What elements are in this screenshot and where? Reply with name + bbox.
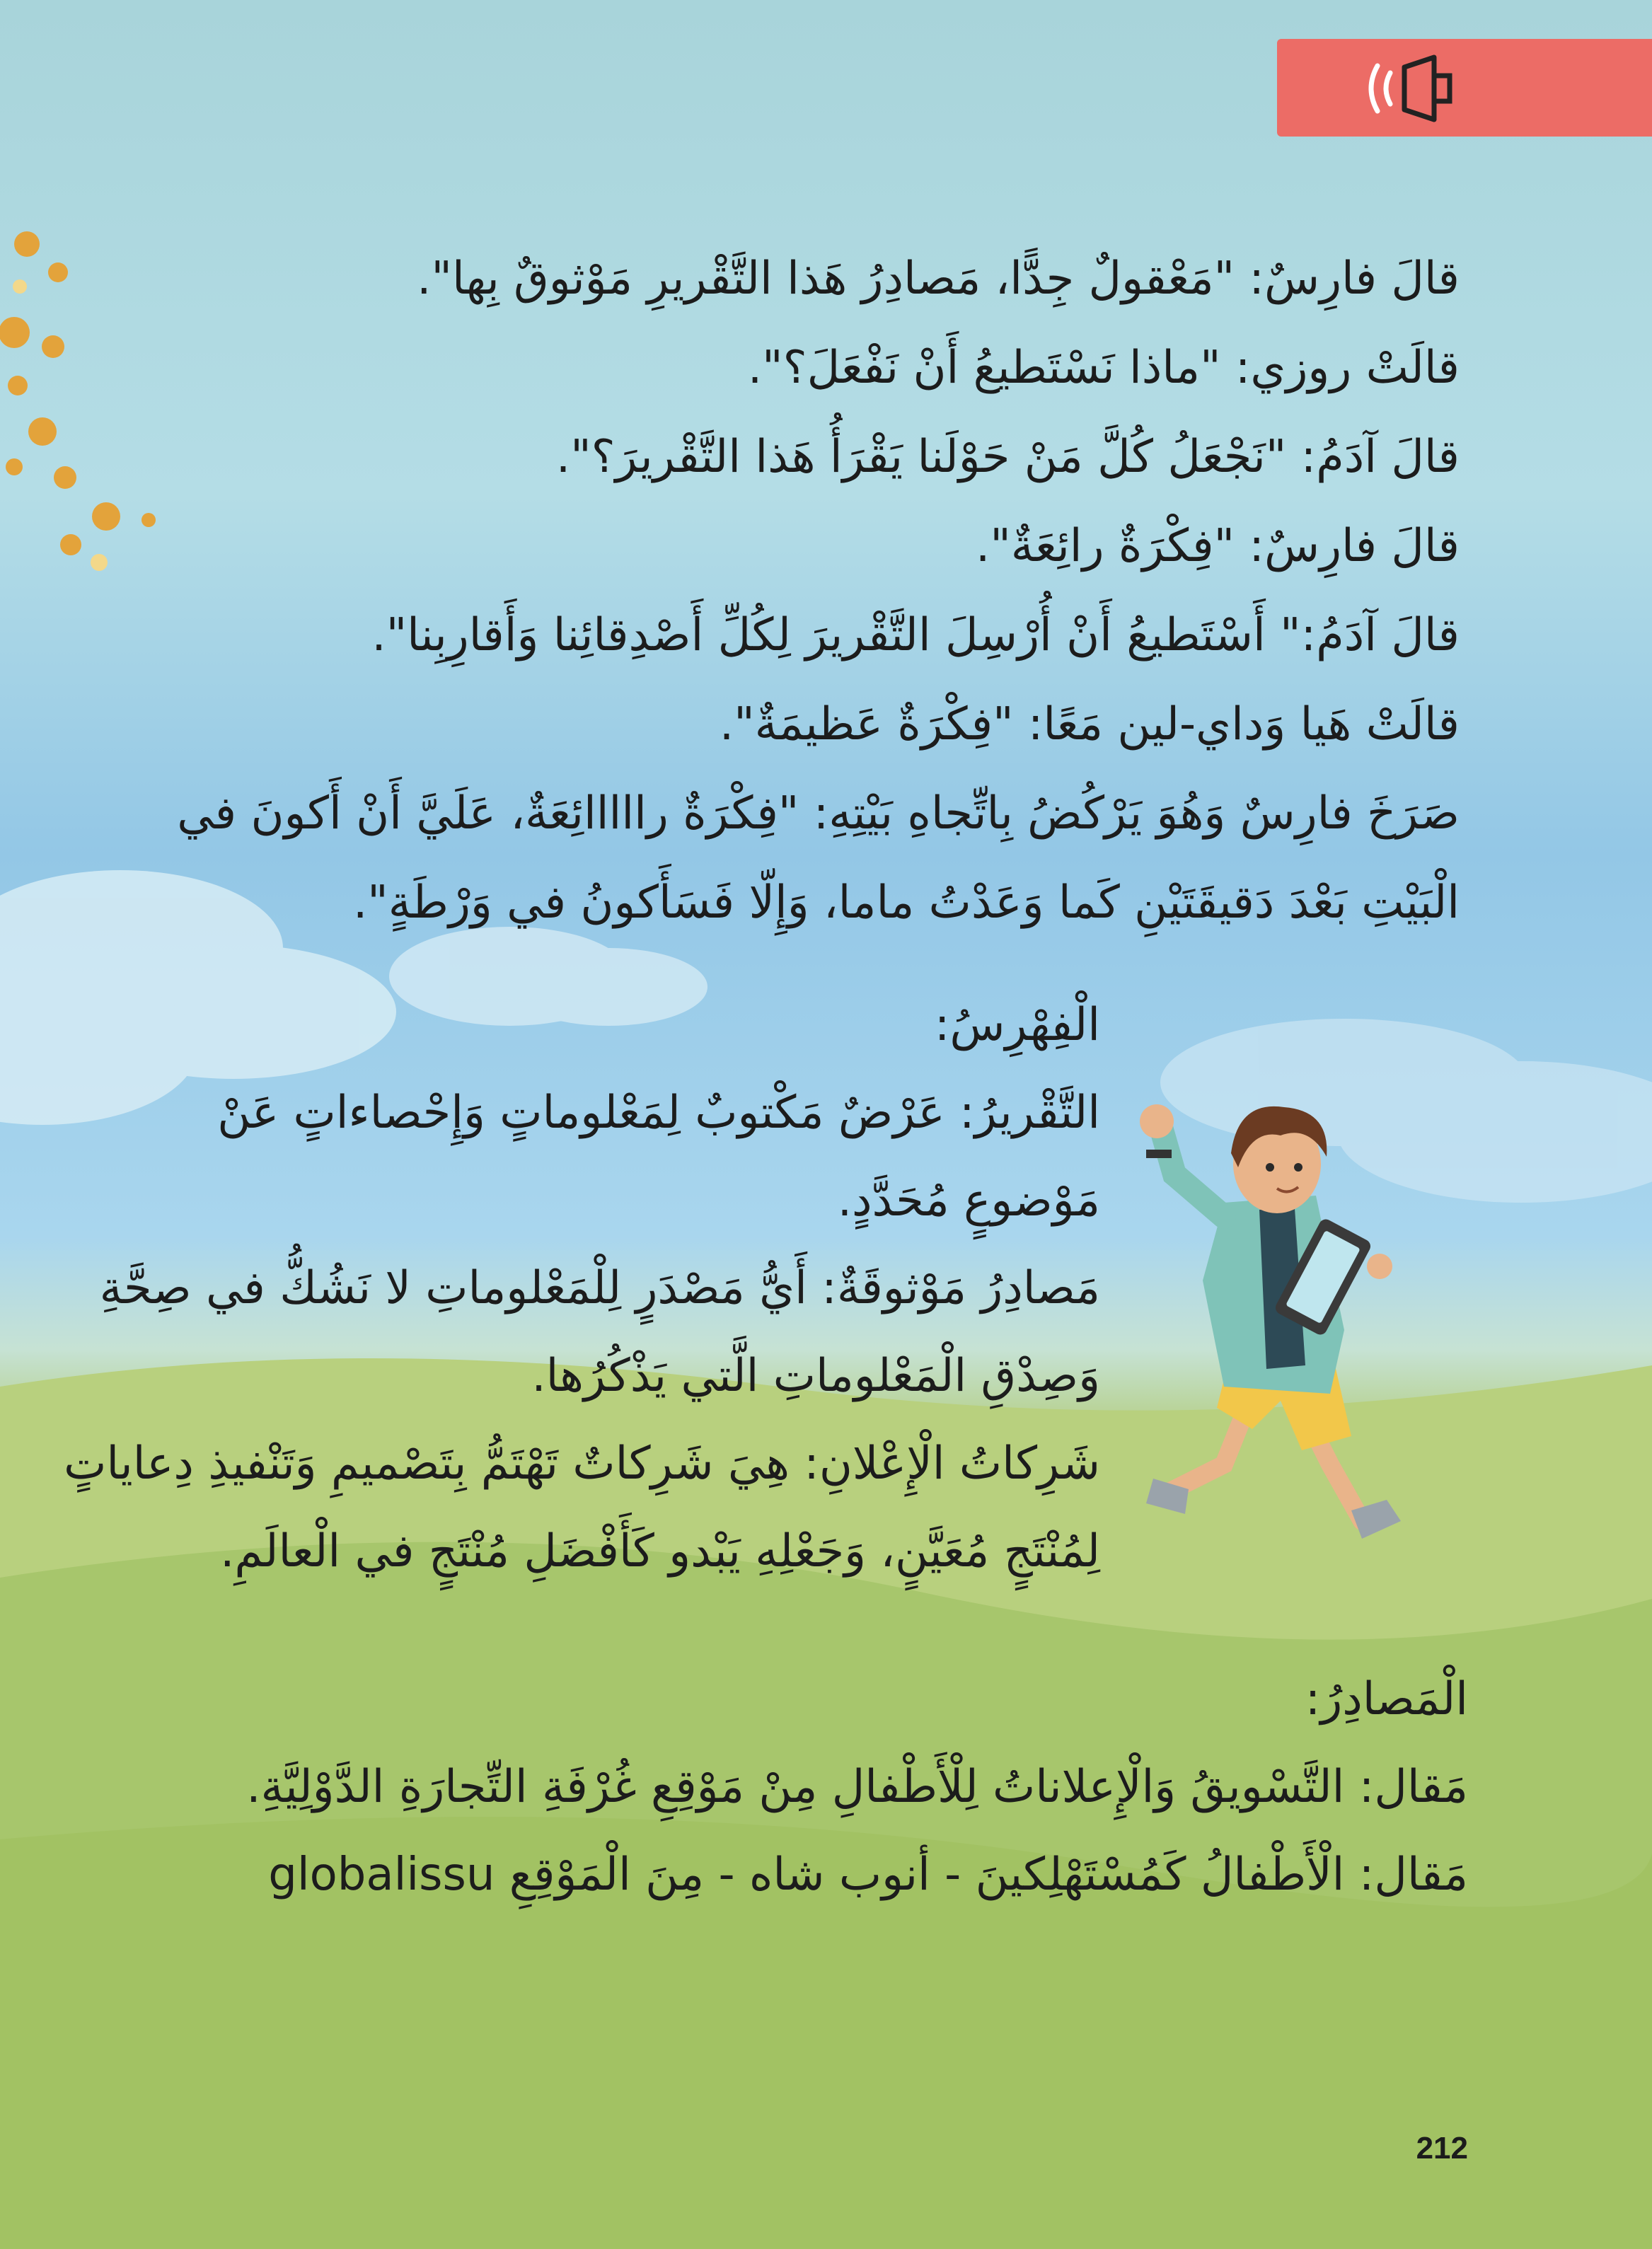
sources: [246, 1655, 1468, 1919]
glossary: [64, 981, 1100, 1595]
glossary-line: شَرِكاتُ الْإِعْلانِ: هِيَ شَرِكاتٌ تَهْتَمُّ بِتَصْميمِ وَتَنْفيذِ دِعاياتٍ: [64, 1438, 1100, 1490]
glossary-heading: الْفِهْرِسُ:: [934, 999, 1100, 1051]
story-line: قالَ فارِسٌ: "مَعْقولٌ جِدًّا، مَصادِرُ هَذا التَّقْريرِ مَوْثوقٌ بِها".: [417, 253, 1460, 305]
glossary-line: وَصِدْقِ الْمَعْلوماتِ الَّتي يَذْكُرُها.: [531, 1350, 1100, 1402]
sources-heading: الْمَصادِرُ:: [1305, 1673, 1468, 1725]
page-number: 212: [1416, 2131, 1468, 2166]
story-line: قالَتْ هَيا وَداي-لين مَعًا: "فِكْرَةٌ عَظيمَةٌ".: [719, 698, 1460, 751]
story-line: قالَ آدَمُ: "نَجْعَلُ كُلَّ مَنْ حَوْلَنا يَقْرَأُ هَذا التَّقْريرَ؟".: [555, 431, 1460, 483]
source-line: مَقال: الْأَطْفالُ كَمُسْتَهْلِكينَ - أنوب شاه - مِنَ الْمَوْقِعِ globalissu: [268, 1849, 1468, 1901]
glossary-line: مَصادِرُ مَوْثوقَةٌ: أَيُّ مَصْدَرٍ لِلْمَعْلوماتِ لا نَشُكُّ في صِحَّةِ: [99, 1262, 1100, 1314]
running-boy-illustration: [1118, 1097, 1443, 1563]
story-line: صَرَخَ فارِسٌ وَهُوَ يَرْكُضُ بِاتِّجاهِ بَيْتِهِ: "فِكْرَةٌ رااااائِعَةٌ، عَلَيَّ أَنْ أَكونَ في الْبَيْتِ بَعْدَ دَقيقَتَيْنِ كَما وَعَدْتُ ماما، وَإِلّا فَسَأَكونُ في وَرْطَةٍ".: [177, 787, 1460, 929]
story-line: قالَتْ روزي: "ماذا نَسْتَطيعُ أَنْ نَفْعَلَ؟".: [747, 342, 1460, 394]
audio-tab[interactable]: [1277, 39, 1652, 137]
story-line: قالَ فارِسٌ: "فِكْرَةٌ رائِعَةٌ".: [976, 520, 1460, 572]
glossary-line: لِمُنْتَجٍ مُعَيَّنٍ، وَجَعْلِهِ يَبْدو كَأَفْضَلِ مُنْتَجٍ في الْعالَمِ.: [220, 1525, 1100, 1578]
glossary-line: التَّقْريرُ: عَرْضٌ مَكْتوبٌ لِمَعْلوماتٍ وَإِحْصاءاتٍ عَنْ: [217, 1087, 1100, 1139]
glossary-line: مَوْضوعٍ مُحَدَّدٍ.: [837, 1174, 1100, 1227]
story-text: [80, 234, 1460, 947]
source-line: مَقال: التَّسْويقُ وَالْإِعلاناتُ لِلْأَطْفالِ مِنْ مَوْقِعِ غُرْفَةِ التِّجارَةِ الدَّوْلِيَّةِ.: [246, 1761, 1468, 1813]
speaker-icon[interactable]: [1355, 52, 1461, 125]
story-line: قالَ آدَمُ:" أَسْتَطيعُ أَنْ أُرْسِلَ التَّقْريرَ لِكُلِّ أَصْدِقائِنا وَأَقارِبِنا".: [371, 609, 1460, 661]
